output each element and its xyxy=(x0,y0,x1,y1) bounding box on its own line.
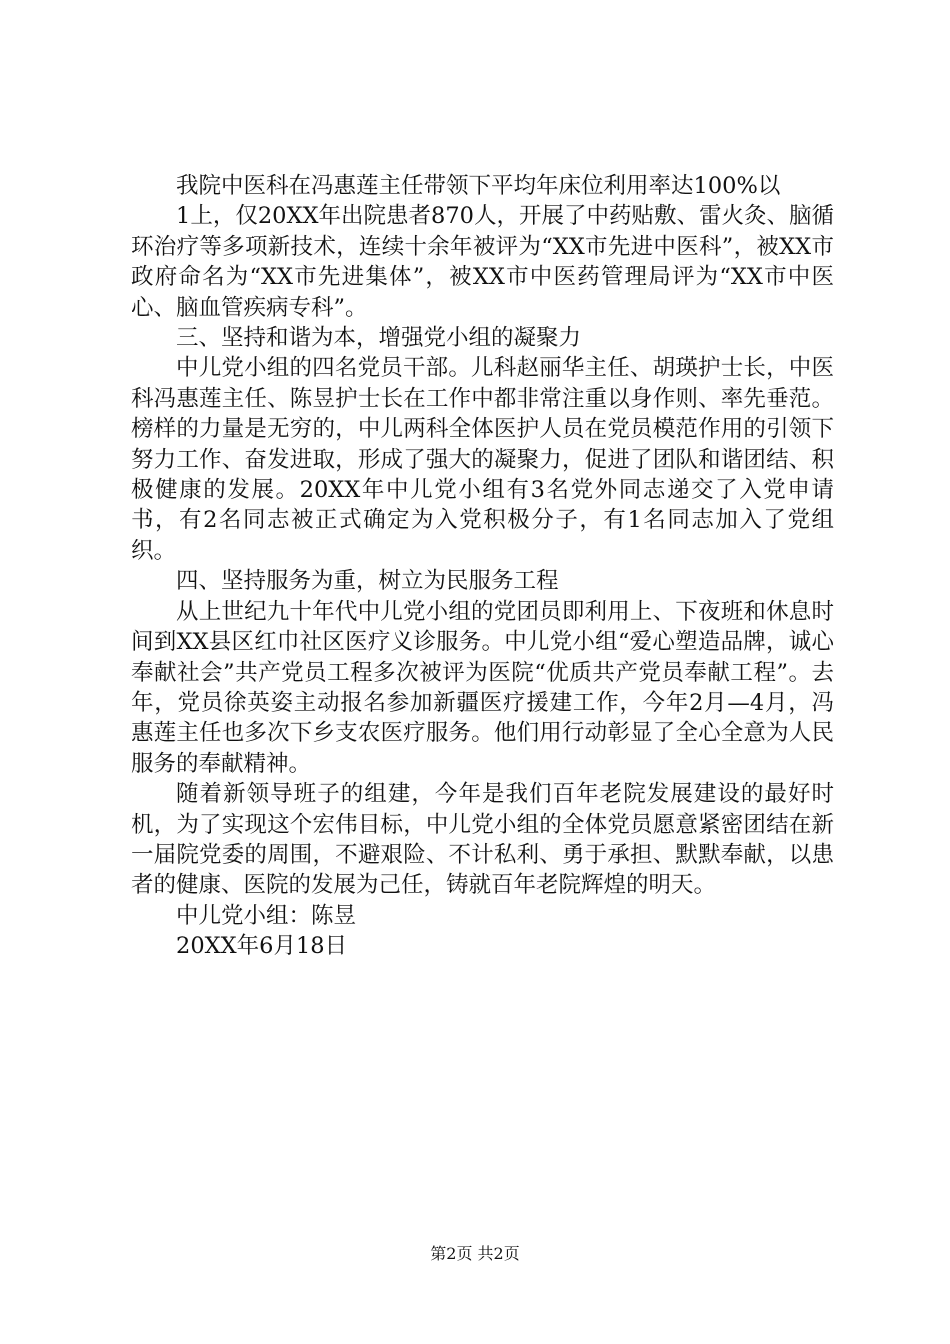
paragraph-conclusion: 随着新领导班子的组建，今年是我们百年老院发展建设的最好时机，为了实现这个宏伟目标，中儿党小组的全体党员愿意紧密团结在新一届院党委的周围，不避艰险、不计私利、勇于承担、默默奉献，以患者的健康、医院的发展为己任，铸就百年老院辉煌的明天。 xyxy=(131,781,834,899)
page-footer: 第2页 共2页 xyxy=(430,1244,520,1263)
date: 20XX年6月18日 xyxy=(176,933,348,960)
paragraph-bed-utilization: 我院中医科在冯惠莲主任带领下平均年床位利用率达100%以 xyxy=(176,173,781,199)
paragraph-achievements: 1上，仅20XX年出院患者870人，开展了中药贴敷、雷火灸、脑循环治疗等多项新技术，连续十余年被评为“XX市先进中医科”，被XX市政府命名为“XX市先进集体”，被XX市中医药管理局评为“XX市中医心、脑血管疾病专科”。 xyxy=(131,203,834,321)
heading-section-three: 三、坚持和谐为本，增强党小组的凝聚力 xyxy=(176,325,582,352)
paragraph-service: 从上世纪九十年代中儿党小组的党团员即利用上、下夜班和休息时间到XX县区红巾社区医疗义诊服务。中儿党小组“爱心塑造品牌，诚心奉献社会”共产党员工程多次被评为医院“优质共产党员奉献工程”。去年，党员徐英姿主动报名参加新疆医疗援建工作，今年2月—4月，冯惠莲主任也多次下乡支农医疗服务。他们用行动彰显了全心全意为人民服务的奉献精神。 xyxy=(131,598,834,777)
document-body xyxy=(131,171,834,962)
heading-section-four: 四、坚持服务为重，树立为民服务工程 xyxy=(176,568,559,595)
signature: 中儿党小组：陈昱 xyxy=(176,902,357,929)
paragraph-cohesion: 中儿党小组的四名党员干部。儿科赵丽华主任、胡瑛护士长，中医科冯惠莲主任、陈昱护士长在工作中都非常注重以身作则、率先垂范。榜样的力量是无穷的，中儿两科全体医护人员在党员模范作用的引领下努力工作、奋发进取，形成了强大的凝聚力，促进了团队和谐团结、积极健康的发展。20XX年中儿党小组有3名党外同志递交了入党申请书，有2名同志被正式确定为入党积极分子，有1名同志加入了党组织。 xyxy=(131,355,834,564)
